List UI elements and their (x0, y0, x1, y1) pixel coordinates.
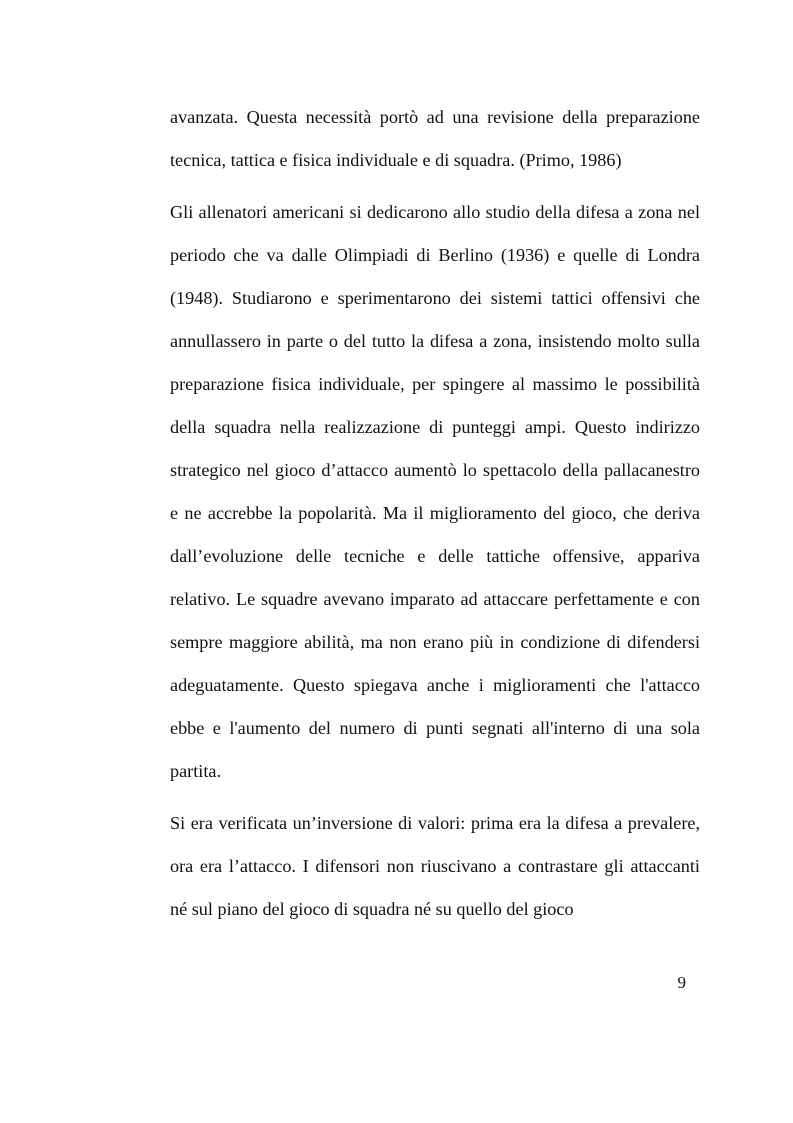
text-line: relativo. Le squadre avevano imparato ad attaccare perfettamente e con (170, 589, 700, 609)
text-line: sempre maggiore abilità, ma non erano più in condizione di difendersi (170, 632, 700, 652)
text-line: periodo che va dalle Olimpiadi di Berlino (1936) e quelle di Londra (170, 245, 700, 265)
text-line: annullassero in parte o del tutto la difesa a zona, insistendo molto sulla (170, 331, 700, 351)
text-line: preparazione fisica individuale, per spingere al massimo le possibilità (170, 374, 700, 394)
text-line: e ne accrebbe la popolarità. Ma il miglioramento del gioco, che deriva (170, 503, 700, 523)
text-line: adeguatamente. Questo spiegava anche i miglioramenti che l'attacco (170, 675, 700, 695)
page-number: 9 (677, 973, 686, 992)
text-line: Si era verificata un’inversione di valori: prima era la difesa a prevalere, (170, 813, 700, 833)
text-line: (1948). Studiarono e sperimentarono dei sistemi tattici offensivi che (170, 288, 700, 308)
text-line: dall’evoluzione delle tecniche e delle tattiche offensive, appariva (170, 546, 700, 566)
text-line: avanzata. Questa necessità portò ad una revisione della preparazione (170, 107, 700, 127)
text-line: della squadra nella realizzazione di punteggi ampi. Questo indirizzo (170, 417, 700, 437)
text-line: né sul piano del gioco di squadra né su quello del gioco (170, 899, 574, 919)
text-line: ebbe e l'aumento del numero di punti segnati all'interno di una sola (170, 718, 700, 738)
text-line: partita. (170, 761, 222, 781)
text-line: strategico nel gioco d’attacco aumentò lo spettacolo della pallacanestro (170, 460, 700, 480)
text-line: ora era l’attacco. I difensori non riuscivano a contrastare gli attaccanti (170, 856, 700, 876)
text-line: tecnica, tattica e fisica individuale e di squadra. (Primo, 1986) (170, 150, 622, 170)
text-line: Gli allenatori americani si dedicarono allo studio della difesa a zona nel (170, 202, 700, 222)
